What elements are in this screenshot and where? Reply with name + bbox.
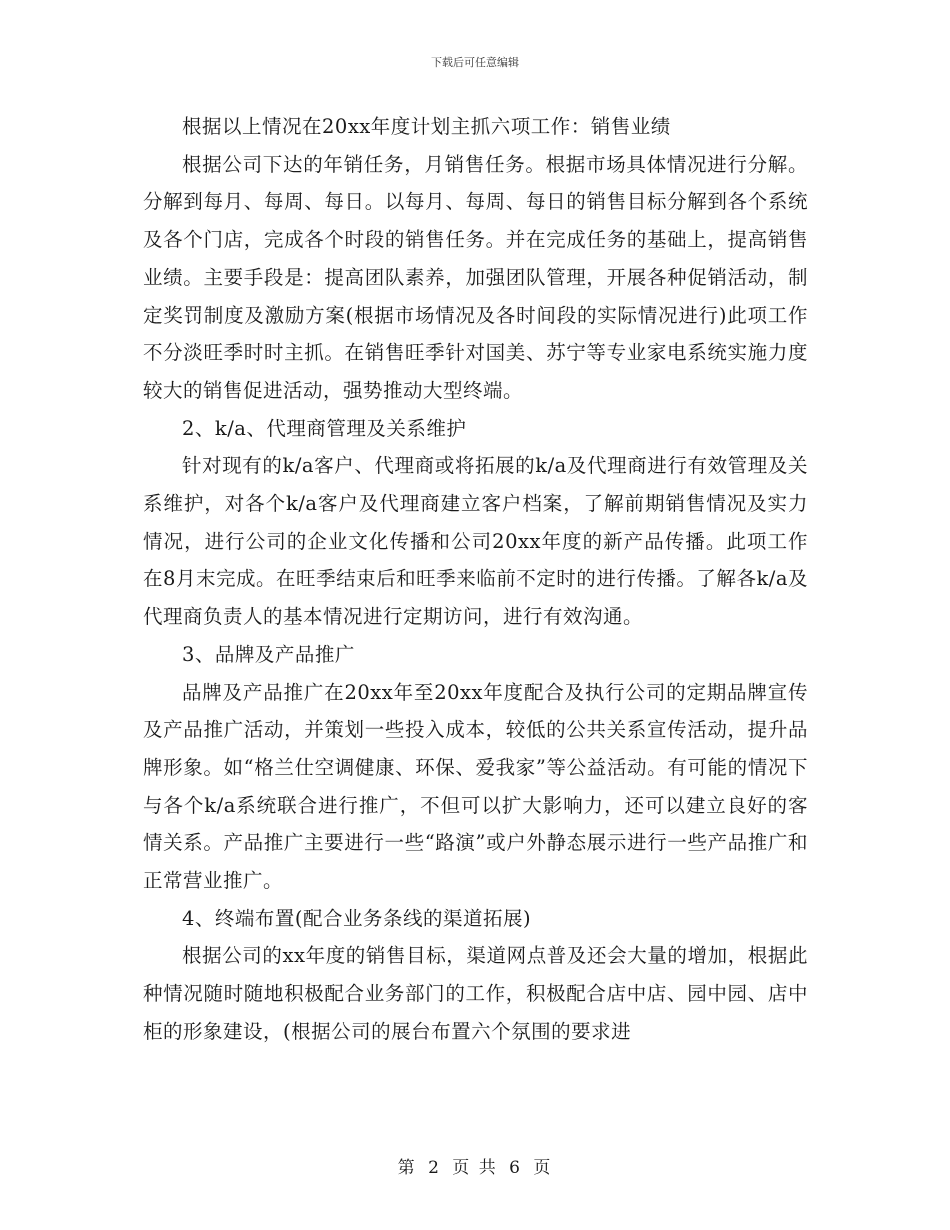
paragraph-intro: 根据以上情况在20xx年度计划主抓六项工作：销售业绩 [182, 115, 671, 138]
section-heading-ka-management: 2、k/a、代理商管理及关系维护 [182, 416, 467, 440]
current-page-number: 2 [428, 1158, 441, 1178]
total-pages-number: 6 [509, 1158, 522, 1178]
footer-prefix: 第 [397, 1158, 417, 1178]
paragraph-ka-management: 针对现有的k/a客户、代理商或将拓展的k/a及代理商进行有效管理及关系维护，对各个k/a客户及代理商建立客户档案，了解前期销售情况及实力情况，进行公司的企业文化传播和公司20xx年度的新产品传播。此项工作在8月末完成。在旺季结束后和旺季来临前不定时的进行传播。了解各k/a及代理商负责人的基本情况进行定期访问，进行有效沟通。 [143, 454, 808, 629]
paragraph-terminal-layout: 根据公司的xx年度的销售目标，渠道网点普及还会大量的增加，根据此种情况随时随地积极配合业务部门的工作，积极配合店中店、园中园、店中柜的形象建设，(根据公司的展台布置六个氛围的要求进 [143, 944, 808, 1043]
footer-suffix: 页 [533, 1158, 553, 1178]
document-body [143, 108, 808, 1051]
header-note: 下载后可任意编辑 [431, 56, 519, 69]
paragraph-brand-promotion: 品牌及产品推广在20xx年至20xx年度配合及执行公司的定期品牌宣传及产品推广活动，并策划一些投入成本，较低的公共关系宣传活动，提升品牌形象。如“格兰仕空调健康、环保、爱我家”等公益活动。有可能的情况下与各个k/a系统联合进行推广，不但可以扩大影响力，还可以建立良好的客情关系。产品推广主要进行一些“路演”或户外静态展示进行一些产品推广和正常营业推广。 [143, 680, 808, 893]
paragraph-sales-performance: 根据公司下达的年销任务，月销售任务。根据市场具体情况进行分解。分解到每月、每周、每日。以每月、每周、每日的销售目标分解到各个系统及各个门店，完成各个时段的销售任务。并在完成任务的基础上，提高销售业绩。主要手段是：提高团队素养，加强团队管理，开展各种促销活动，制定奖罚制度及激励方案(根据市场情况及各时间段的实际情况进行)此项工作不分淡旺季时时主抓。在销售旺季针对国美、苏宁等专业家电系统实施力度较大的销售促进活动，强势推动大型终端。 [143, 152, 808, 402]
page-footer [0, 1153, 950, 1178]
footer-middle: 页 共 [452, 1158, 498, 1178]
section-heading-terminal-layout: 4、终端布置(配合业务条线的渠道拓展) [182, 906, 532, 930]
section-heading-brand-promotion: 3、品牌及产品推广 [182, 642, 355, 666]
